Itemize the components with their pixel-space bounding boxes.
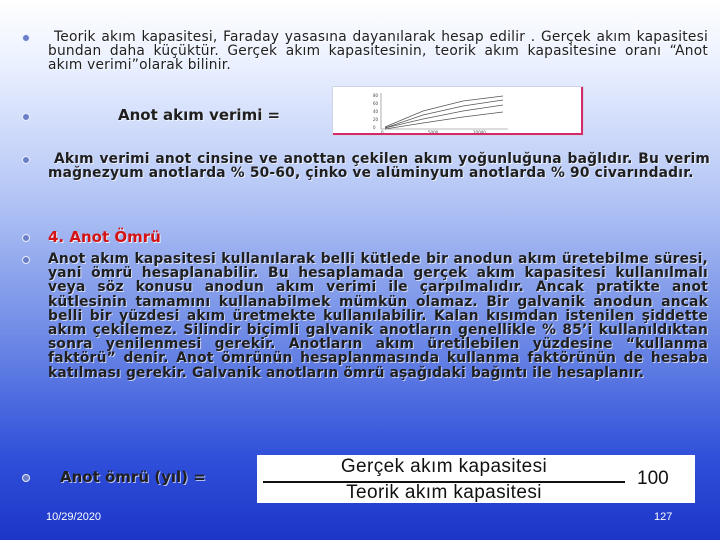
section-heading-anot-omru: 4. Anot Ömrü — [48, 228, 161, 246]
anot-omru-label: Anot ömrü (yıl) = — [60, 468, 206, 486]
thumb-ytick-4: 20 — [373, 117, 379, 122]
thumb-ytick-2: 60 — [373, 101, 379, 106]
efficiency-chart-svg — [333, 87, 583, 135]
paragraph-teorik-akim: Teorik akım kapasitesi, Faraday yasasına dayanılarak hesap edilir . Gerçek akım kapasitesi bundan daha küçüktür. Gerçek akım kapasitesinin, teorik akım kapasitesine oranı “Anot akım verimi”olarak bilinir. — [48, 29, 708, 74]
footer-date: 10/29/2020 — [46, 511, 102, 523]
bullet-3 — [22, 156, 30, 164]
page-number: 127 — [654, 511, 673, 523]
formula-denominator: Teorik akım kapasitesi — [346, 482, 542, 503]
bullet-4 — [22, 234, 30, 242]
formula-multiplier: 100 — [637, 468, 669, 489]
thumb-curve-1 — [385, 96, 503, 127]
bullet-2 — [22, 113, 30, 121]
thumb-border-right — [581, 87, 583, 135]
paragraph-akim-verimi: Akım verimi anot cinsine ve anottan çekilen akım yoğunluğuna bağlıdır. Bu verim mağnezyum anotlarda % 50-60, çinko ve alüminyum anotlarda % 90 civarındadır. — [48, 151, 710, 182]
efficiency-chart-thumbnail — [332, 86, 584, 136]
anot-akim-verimi-label: Anot akım verimi = — [118, 106, 281, 124]
thumb-ytick-3: 40 — [373, 109, 379, 114]
anot-omru-formula — [257, 455, 695, 503]
bullet-1 — [22, 34, 30, 42]
bullet-6 — [22, 474, 30, 482]
thumb-border-bottom — [333, 133, 583, 135]
formula-numerator: Gerçek akım kapasitesi — [340, 456, 548, 477]
thumb-curve-3 — [385, 105, 503, 128]
thumb-ytick-5: 0 — [373, 125, 376, 130]
bullet-5 — [22, 256, 30, 264]
thumb-ytick-1: 80 — [373, 93, 379, 98]
paragraph-anot-akim-kapasitesi: Anot akım kapasitesi kullanılarak belli kütlede bir anodun akım üretebilme süresi, yani ömrü hesaplanabilir. Bu hesaplamada gerçek akım kapasitesi kullanılmalı veya söz konusu anodun akım verimi ile çarpılmalıdır. Ancak pratikte anot kütlesinin tamamını kullanabilmek mümkün olamaz. Bir galvanik anodun ancak belli bir yüzdesi akım üretmekte kullanılabilir. Kalan kısımdan istenilen şiddette akım çekilemez. Silindir biçimli galvanik anotların genellikle % 85’i kullanıldıktan sonra yenilenmesi gerekir. Anotların akım üretilebilen yüzdesine “kullanma faktörü” denir. Anot ömrünün hesaplanmasında kullanma faktörünün de hesaba katılması gerekir. Galvanik anotların ömrü aşağıdaki bağıntı ile hesaplanır. — [48, 251, 708, 381]
